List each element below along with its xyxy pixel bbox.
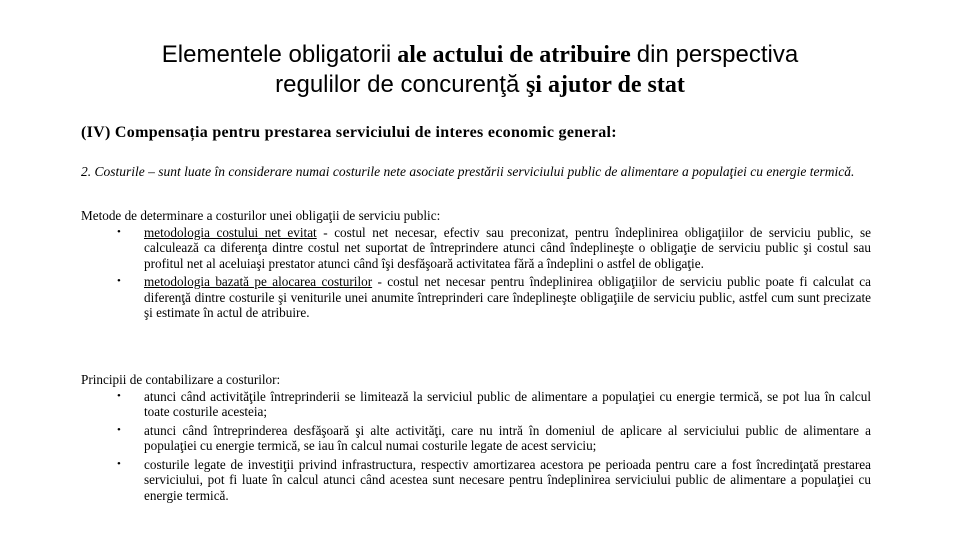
principles-heading: Principii de contabilizare a costurilor:: [81, 372, 281, 387]
bullet-icon: •: [117, 457, 121, 470]
principle-text: atunci când întreprinderea desfăşoară şi alte activităţi, care nu intră în domeniul de aplicare al serviciului public de alimentare a populaţiei cu energie termică, se iau în calcul numai costurile legate de acest serviciu;: [144, 422, 871, 453]
methods-list: [81, 225, 871, 321]
slide-title-line-2: [60, 70, 900, 100]
bullet-icon: •: [117, 225, 121, 238]
method-term: metodologia costului net evitat: [144, 224, 317, 240]
title-segment: şi ajutor de stat: [525, 72, 685, 98]
bullet-icon: •: [117, 275, 121, 287]
slide-title-line-1: [60, 40, 900, 70]
methods-block: [81, 208, 871, 324]
method-description: - costul net necesar pentru îndeplinirea obligaţiilor de serviciu public poate fi calculat ca diferenţă dintre costurile şi veniturile unei anumite întreprinderi care îndeplineşte obligaţiile de serviciu public, astfel cum sunt precizate şi estimate în actul de atribuire.: [144, 274, 871, 320]
title-segment: Elementele obligatorii: [161, 41, 392, 68]
principles-list: [81, 389, 871, 504]
bullet-icon: •: [117, 389, 121, 402]
title-segment: ale actului de atribuire: [391, 42, 637, 68]
list-item: [81, 274, 871, 321]
list-item: [81, 389, 871, 420]
methods-heading: Metode de determinare a costurilor unei obligaţii de serviciu public:: [81, 208, 441, 223]
principle-text: costurile legate de investiţii privind infrastructura, respectiv amortizarea acestora pe perioada pentru care a fost încredinţată prestarea serviciului, pot fi luate în calcul atunci când acestea sunt necesare pentru îndeplinirea serviciului public de alimentare a populaţiei cu energie termică.: [144, 456, 871, 503]
section-heading: (IV) Compensația pentru prestarea serviciului de interes economic general:: [81, 124, 617, 141]
title-segment: regulilor de concurenţă: [275, 71, 526, 98]
bullet-icon: •: [117, 423, 121, 436]
list-item: [81, 225, 871, 272]
slide-title: [60, 40, 900, 100]
method-description: - costul net necesar, efectiv sau preconizat, pentru îndeplinirea obligaţiilor de serviciu public, se calculează ca diferenţa dintre costul net suportat de întreprindere atunci când îndeplineşte o obligaţie de serviciu public şi costul sau profitul net al aceluiaşi prestator atunci când îşi desfăşoară activitatea fără a îndeplini o astfel de obligaţie.: [144, 224, 871, 271]
list-item: [81, 457, 871, 504]
list-item: [81, 423, 871, 454]
title-segment: din perspectiva: [636, 41, 799, 68]
method-term: metodologia bazată pe alocarea costurilor: [144, 274, 373, 289]
costs-paragraph: 2. Costurile – sunt luate în considerare numai costurile nete asociate prestării serviciului public de alimentare a populaţiei cu energie termică.: [81, 164, 855, 179]
principle-text: atunci când activităţile întreprinderii se limitează la serviciul public de alimentare a populaţiei cu energie termică, se pot lua în calcul toate costurile acesteia;: [144, 388, 871, 419]
principles-block: [81, 372, 871, 506]
